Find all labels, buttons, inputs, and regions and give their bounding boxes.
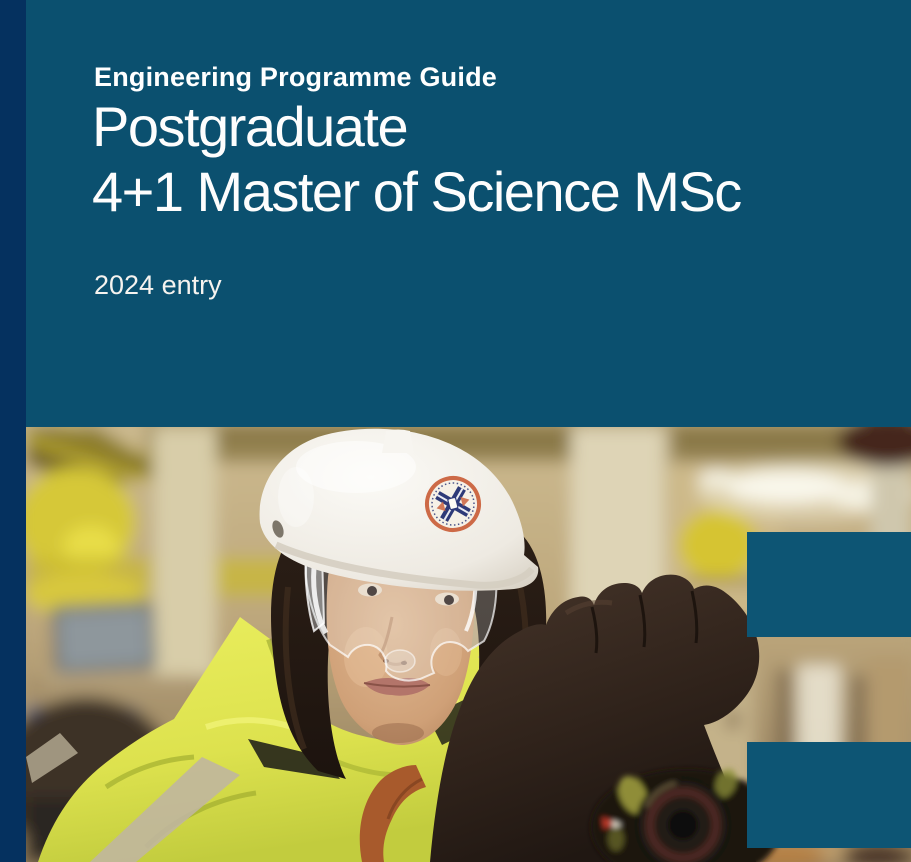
title-line-2: 4+1 Master of Science MSc [92,160,741,223]
accent-rectangle-top [747,532,911,637]
entry-year: 2024 entry [94,270,222,300]
left-spine-bar [0,0,26,862]
accent-rectangle-bottom [747,742,911,848]
cover-header [0,0,911,427]
series-title: Engineering Programme Guide [94,62,497,92]
title-line-1: Postgraduate [92,95,408,158]
programme-title [92,94,741,224]
